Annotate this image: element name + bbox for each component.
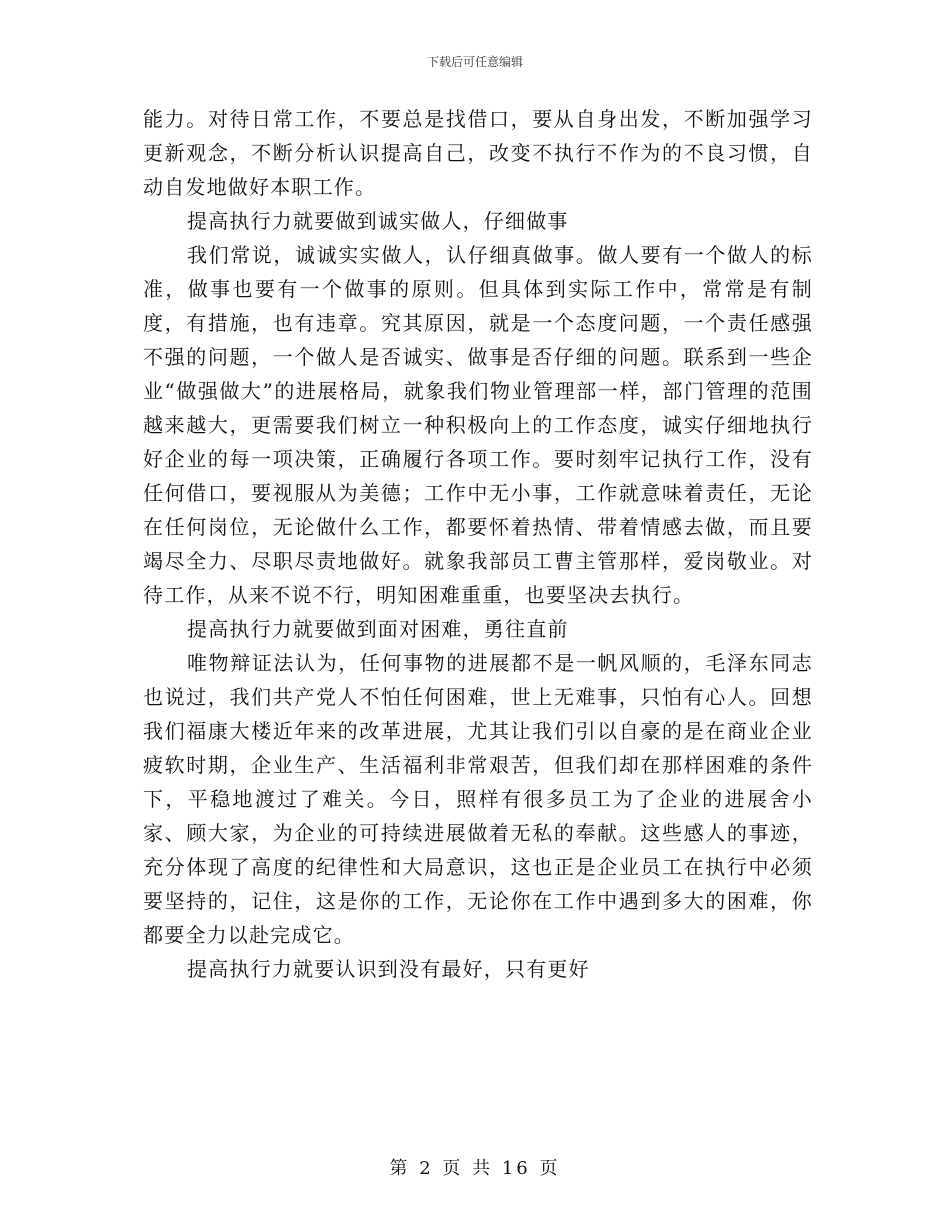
document-body bbox=[143, 102, 813, 986]
page-number: 第 2 页 共 16 页 bbox=[389, 1158, 561, 1179]
page-header: 下载后可任意编辑 bbox=[426, 55, 523, 69]
paragraph: 我们常说，诚诚实实做人，认仔细真做事。做人要有一个做人的标准，做事也要有一个做事的原则。但具体到实际工作中，常常是有制度，有措施，也有违章。究其原因，就是一个态度问题，一个责任感强不强的问题，一个做人是否诚实、做事是否仔细的问题。联系到一些企业“做强做大”的进展格局，就象我们物业管理部一样，部门管理的范围越来越大，更需要我们树立一种积极向上的工作态度，诚实仔细地执行好企业的每一项决策，正确履行各项工作。要时刻牢记执行工作，没有任何借口，要视服从为美德；工作中无小事，工作就意味着责任，无论在任何岗位，无论做什么工作，都要怀着热情、带着情感去做，而且要竭尽全力、尽职尽责地做好。就象我部员工曹主管那样，爱岗敬业。对待工作，从来不说不行，明知困难重重，也要坚决去执行。 bbox=[143, 243, 813, 607]
section-heading: 提高执行力就要做到诚实做人，仔细做事 bbox=[187, 209, 569, 233]
paragraph: 能力。对待日常工作，不要总是找借口，要从自身出发，不断加强学习更新观念，不断分析认识提高自己，改变不执行不作为的不良习惯，自动自发地做好本职工作。 bbox=[143, 107, 813, 199]
section-heading: 提高执行力就要做到面对困难，勇往直前 bbox=[187, 617, 569, 641]
section-heading: 提高执行力就要认识到没有最好，只有更好 bbox=[187, 957, 590, 981]
paragraph: 唯物辩证法认为，任何事物的进展都不是一帆风顺的，毛泽东同志也说过，我们共产党人不怕任何困难，世上无难事，只怕有心人。回想我们福康大楼近年来的改革进展，尤其让我们引以自豪的是在商业企业疲软时期，企业生产、生活福利非常艰苦，但我们却在那样困难的条件下，平稳地渡过了难关。今日，照样有很多员工为了企业的进展舍小家、顾大家，为企业的可持续进展做着无私的奉献。这些感人的事迹，充分体现了高度的纪律性和大局意识，这也正是企业员工在执行中必须要坚持的，记住，这是你的工作，无论你在工作中遇到多大的困难，你都要全力以赴完成它。 bbox=[143, 651, 813, 947]
